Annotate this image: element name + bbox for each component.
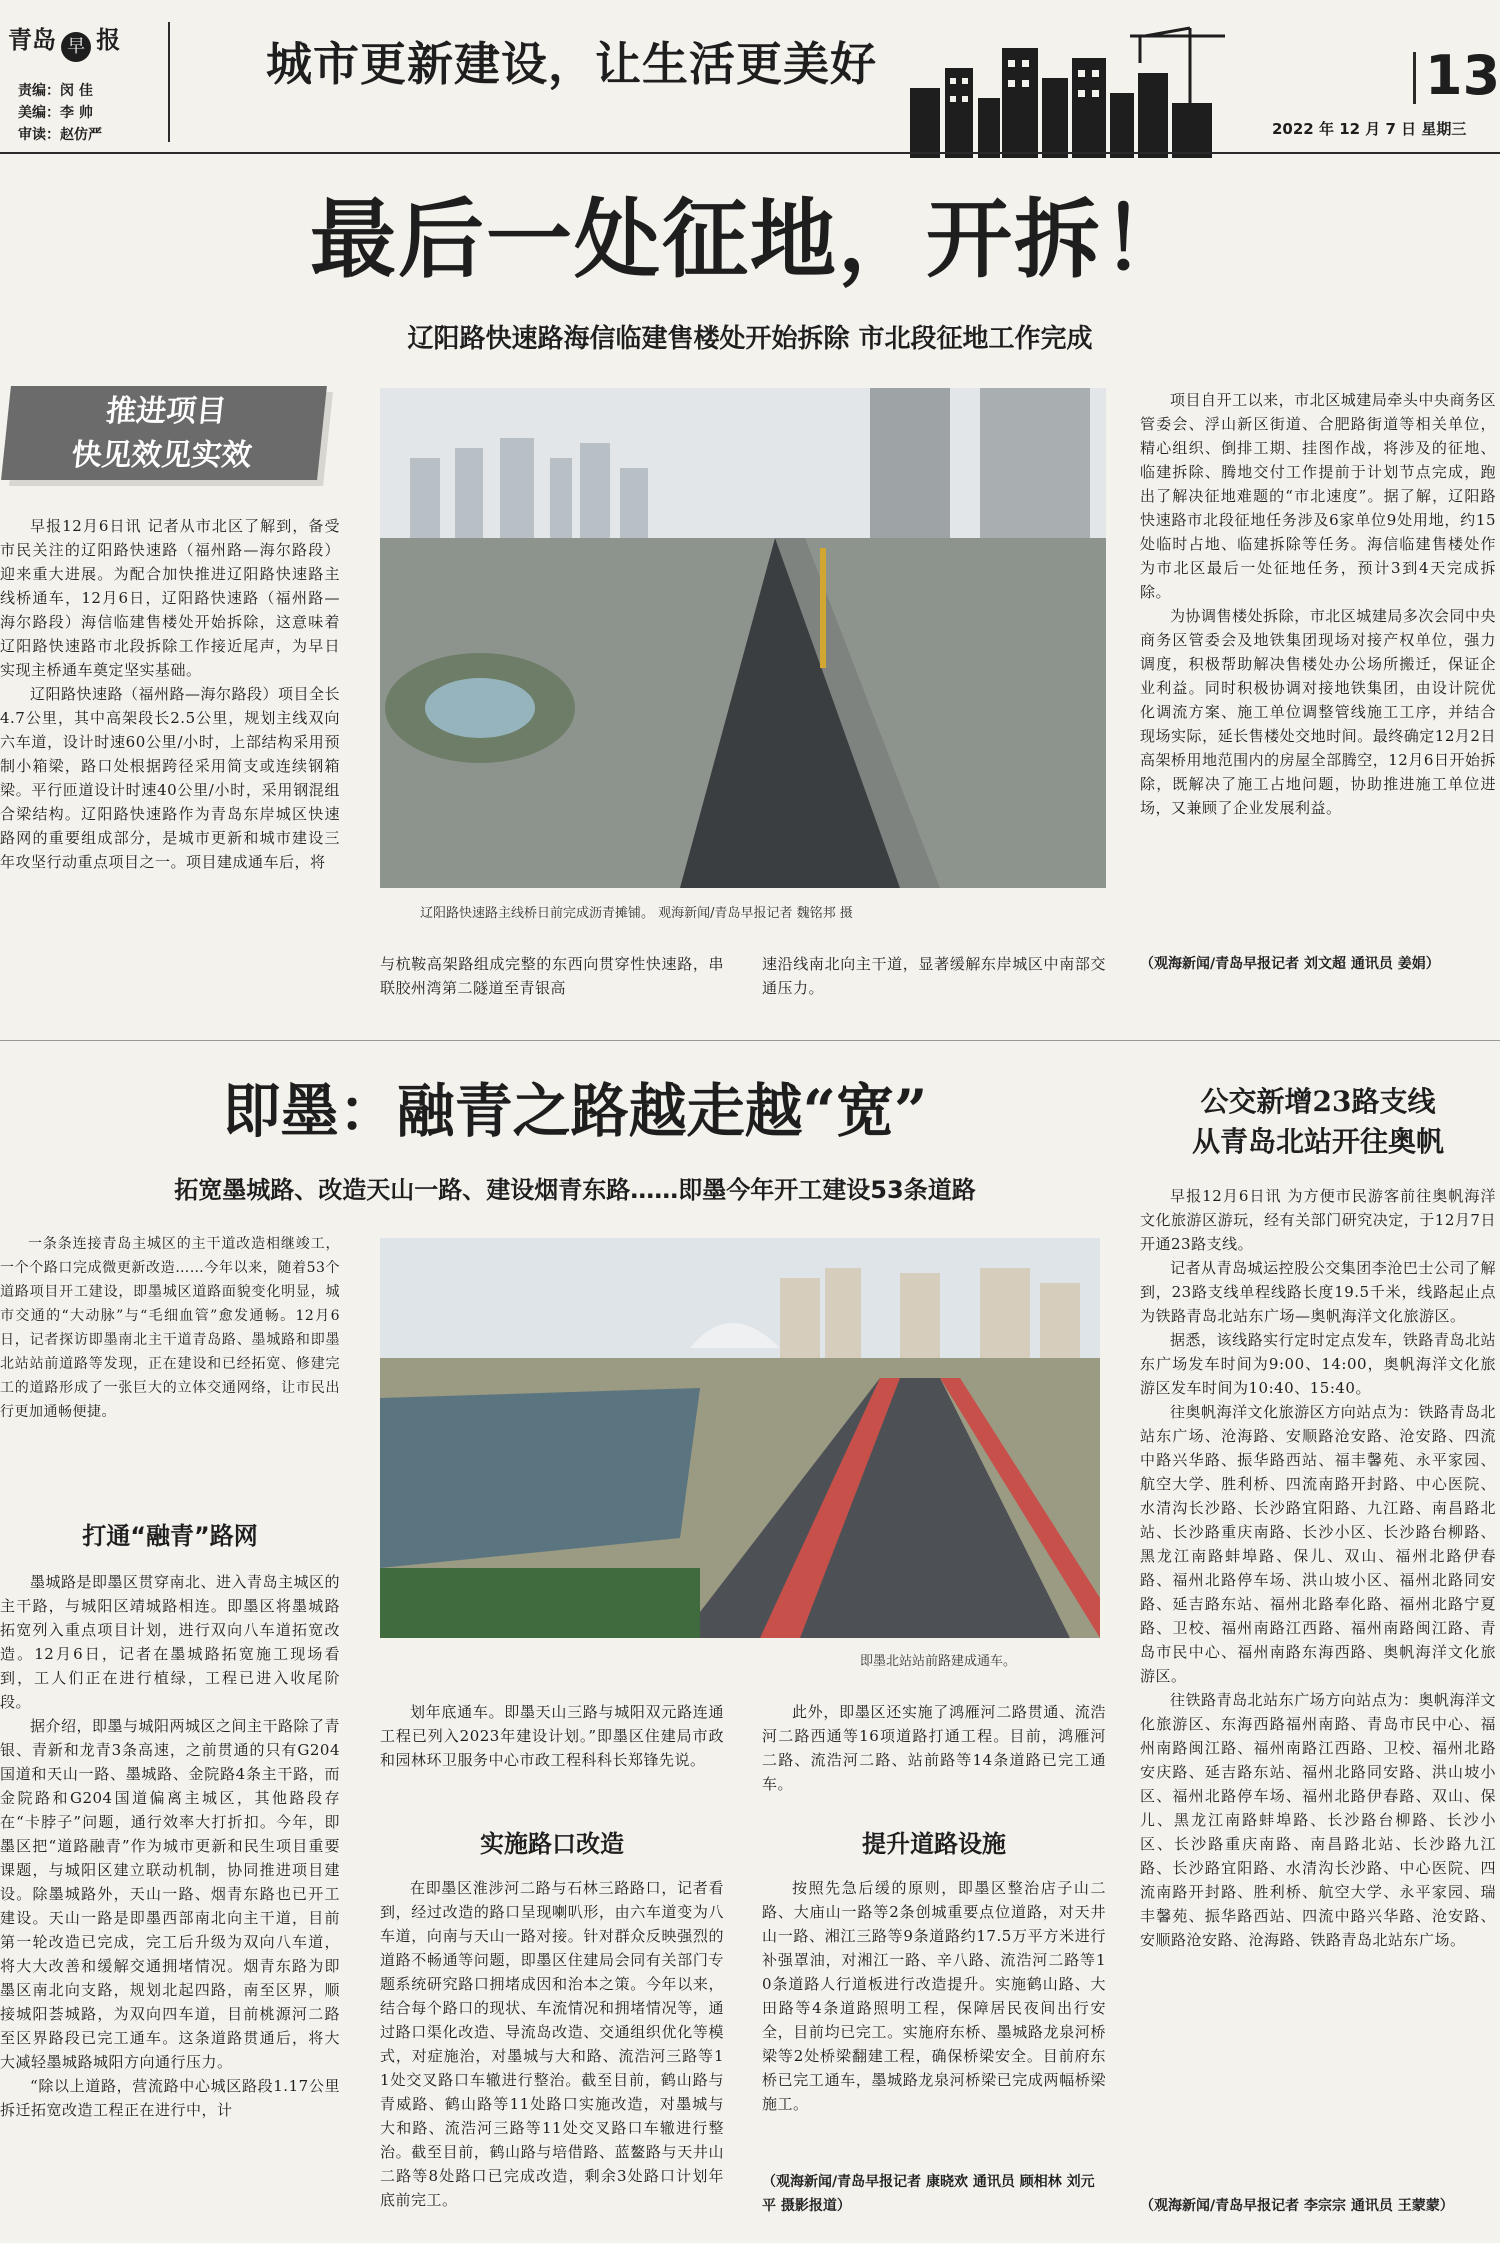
story1-col3b: 速沿线南北向主干道，显著缓解东岸城区中南部交通压力。 xyxy=(762,955,1106,997)
page-number: 13 xyxy=(1425,44,1500,107)
story2-photo xyxy=(380,1238,1100,1638)
story2-credit: （观海新闻/青岛早报记者 康晓欢 通讯员 顾相林 刘元平 摄影报道） xyxy=(762,2174,1095,2214)
skyline-illustration xyxy=(890,18,1230,158)
story1-subheadline: 辽阳路快速路海信临建售楼处开始拆除 市北段征地工作完成 xyxy=(407,324,1093,354)
masthead-name: 青岛 xyxy=(8,26,56,54)
story3-headline xyxy=(1140,1082,1496,1162)
story2-col2-p1: 划年底通车。即墨天山三路与城阳双元路连通工程已列入2023年建设计划。”即墨区住建局市政和园林环卫服务中心市政工程科科长郑锋先说。 xyxy=(380,1703,724,1769)
story2-col3-p1: 此外，即墨区还实施了鸿雁河二路贯通、流浩河二路西通等16项道路打通工程。目前，鸿雁河二路、流浩河二路、站前路等14条道路已完工通车。 xyxy=(762,1703,1106,1793)
story-divider xyxy=(0,1040,1500,1041)
story1-col1-p2: 辽阳路快速路（福州路—海尔路段）项目全长4.7公里，其中高架段长2.5公里，规划主线双向六车道，设计时速60公里/小时，上部结构采用预制小箱梁，路口处根据跨径采用简支或连续钢箱梁。平行匝道设计时速40公里/小时，采用钢混组合梁结构。辽阳路快速路作为青岛东岸城区快速路网的重要组成部分，是城市更新和城市建设三年攻坚行动重点项目之一。项目建成通车后，将 xyxy=(0,685,340,871)
story3-p4: 往奥帆海洋文化旅游区方向站点为：铁路青岛北站东广场、沧海路、安顺路沧安路、沧安路、四流中路兴华路、振华路西站、福丰馨苑、永平家园、航空大学、胜利桥、四流南路开封路、中心医院、水清沟长沙路、长沙路宜阳路、九江路、南昌路北站、长沙路重庆南路、长沙小区、长沙路台柳路、黑龙江南路蚌埠路、保儿、双山、福州北路伊春路、福州北路停车场、洪山坡小区、福州北路同安路、延吉路东站、福州北路奉化路、福州北路宁夏路、卫校、福州南路江西路、福州南路闽江路、青岛市民中心、福州南路东海西路、奥帆海洋文化旅游区。 xyxy=(1140,1403,1496,1685)
story1-photo-caption: 辽阳路快速路主线桥日前完成沥青摊铺。 观海新闻/青岛早报记者 魏铭邦 摄 xyxy=(420,906,853,921)
issue-date: 2022 年 12 月 7 日 星期三 xyxy=(1272,120,1467,138)
story2-section3-title: 提升道路设施 xyxy=(862,1830,1006,1858)
story3-body xyxy=(1140,1184,1496,2194)
story2-col2b xyxy=(380,1876,724,2240)
story1-col4 xyxy=(1140,388,1496,960)
story3-p3: 据悉，该线路实行定时定点发车，铁路青岛北站东广场发车时间为9:00、14:00，奥帆海洋文化旅游区发车时间为10:40、15:40。 xyxy=(1140,1331,1496,1397)
story2-intro: 一条条连接青岛主城区的主干道改造相继竣工，一个个路口完成微更新改造……今年以来，随着53个道路项目开工建设，即墨城区道路面貌变化明显，城市交通的“大动脉”与“毛细血管”愈发通畅。12月6日，记者探访即墨南北主干道青岛路、墨城路和即墨北站站前道路等发现，正在建设和已经拓宽、修建完工的道路形成了一张巨大的立体交通网络，让市民出行更加通畅便捷。 xyxy=(0,1236,340,1420)
story2-col3b xyxy=(762,1876,1106,2168)
story2-col3 xyxy=(762,1700,1106,1796)
banner-title: 城市更新建设，让生活更美好 xyxy=(266,37,877,91)
story2-subheadline: 拓宽墨城路、改造天山一路、建设烟青东路……即墨今年开工建设53条道路 xyxy=(174,1176,976,1204)
story2-col1 xyxy=(0,1570,340,2240)
story3-p2: 记者从青岛城运控股公交集团李沧巴士公司了解到，23路支线单程线路长度19.5千米，线路起止点为铁路青岛北站东广场—奥帆海洋文化旅游区。 xyxy=(1140,1259,1496,1325)
story2-headline: 即墨：融青之路越走越“宽” xyxy=(222,1077,928,1145)
story2-col1-p1: 墨城路是即墨区贯穿南北、进入青岛主城区的主干路，与城阳区靖城路相连。即墨区将墨城路拓宽列入重点项目计划，进行双向八车道拓宽改造。12月6日，记者在墨城路拓宽施工现场看到，工人们正在进行植绿，工程已进入收尾阶段。 xyxy=(0,1573,340,1711)
page-number-rule xyxy=(1413,52,1416,104)
story2-col2 xyxy=(380,1700,724,1772)
story3-headline-line2: 从青岛北站开往奥帆 xyxy=(1191,1125,1444,1158)
story1-tag xyxy=(1,386,327,480)
staff-reviewer: 审读：赵仿严 xyxy=(18,127,102,143)
story2-col1-p2: 据介绍，即墨与城阳两城区之间主干路除了青银、青新和龙青3条高速，之前贯通的只有G204国道和天山一路、墨城路、金院路4条主干路，而金院路和G204国道偏离主城区，其他路段存在“卡脖子”问题，通行效率大打折扣。今年，即墨区把“道路融青”作为城市更新和民生项目重要课题，与城阳区建立联动机制，协同推进项目建设。除墨城路外，天山一路、烟青东路也已开工建设。天山一路是即墨西部南北向主干道，目前第一轮改造已完成，完工后升级为双向八车道，将大大改善和缓解交通拥堵情况。烟青东路为即墨区南北向支路，规划北起四路，南至区界，顺接城阳荟城路，为双向四车道，目前桃源河二路至区界路段已完工通车。这条道路贯通后，将大大减轻墨城路城阳方向通行压力。 xyxy=(0,1717,340,2071)
story1-col4-p1: 项目自开工以来，市北区城建局牵头中央商务区管委会、浮山新区街道、合肥路街道等相关单位，精心组织、倒排工期、挂图作战，将涉及的征地、临建拆除、腾地交付工作提前于计划节点完成，跑出了解决征地难题的“市北速度”。据了解，辽阳路快速路市北段征地任务涉及6家单位9处用地，约15处临时占地、临建拆除等任务。海信临建售楼处作为市北区最后一处征地任务，预计3到4天完成拆除。 xyxy=(1140,391,1496,601)
story1-col4-p2: 为协调售楼处拆除，市北区城建局多次会同中央商务区管委会及地铁集团现场对接产权单位，强力调度，积极帮助解决售楼处办公场所搬迁，保证企业利益。同时积极协调对接地铁集团，由设计院优化调流方案、施工单位调整管线施工工序，并结合现场实际，延长售楼处交地时间。最终确定12月2日高架桥用地范围内的房屋全部腾空，12月6日开始拆除，既解决了施工占地问题，协助推进施工单位进场，又兼顾了企业发展利益。 xyxy=(1140,607,1496,817)
story1-col2b: 与杭鞍高架路组成完整的东西向贯穿性快速路，串联胶州湾第二隧道至青银高 xyxy=(380,955,724,997)
story2-col2b-p1: 在即墨区淮涉河二路与石林三路路口，记者看到，经过改造的路口呈现喇叭形，由六车道变为八车道，向南与天山一路对接。针对群众反映强烈的道路不畅通等问题，即墨区住建局会同有关部门专题系统研究路口拥堵成因和治本之策。今年以来，结合每个路口的现状、车流情况和拥堵情况等，通过路口渠化改造、导流岛改造、交通组织优化等模式，对症施治，对墨城与大和路、流浩河三路等11处交叉路口车辙进行整治。截至目前，鹤山路与青威路、鹤山路等11处路口实施改造，对墨城与大和路、流浩河三路等11处交叉路口车辙进行整治。截至目前，鹤山路与培借路、蓝鳌路与天井山二路等8处路口已完成改造，剩余3处路口计划年底前完工。 xyxy=(380,1879,724,2209)
story3-credit: （观海新闻/青岛早报记者 李宗宗 通讯员 王蒙蒙） xyxy=(1140,2198,1454,2214)
story1-tag-line2: 快见效见实效 xyxy=(69,438,254,473)
masthead-logo-icon: 早 xyxy=(61,32,91,62)
story1-photo xyxy=(380,388,1106,888)
header-rule-vertical xyxy=(168,22,170,142)
masthead xyxy=(8,20,168,60)
staff-editor: 责编：闵 佳 xyxy=(18,83,93,99)
story2-section1-title: 打通“融青”路网 xyxy=(82,1522,258,1550)
story1-tag-line1: 推进项目 xyxy=(104,394,229,429)
story3-headline-line1: 公交新增23路支线 xyxy=(1200,1085,1436,1118)
story2-col3b-p1: 按照先急后缓的原则，即墨区整治店子山二路、大庙山一路等2条创城重要点位道路，对天井山一路、湘江三路等9条道路约17.5万平方米进行补强罩油，对湘江一路、辛八路、流浩河二路等10条道路人行道板进行改造提升。实施鹤山路、大田路等4条道路照明工程，保障居民夜间出行安全，目前均已完工。实施府东桥、墨城路龙泉河桥梁等2处桥梁翻建工程，确保桥梁安全。目前府东桥已完工通车，墨城路龙泉河桥梁已完成两幅桥梁施工。 xyxy=(762,1879,1106,2113)
story3-p1: 早报12月6日讯 为方便市民游客前往奥帆海洋文化旅游区游玩，经有关部门研究决定，于12月7日开通23路支线。 xyxy=(1140,1187,1496,1253)
story1-headline: 最后一处征地，开拆！ xyxy=(310,189,1190,290)
story1-credit: （观海新闻/青岛早报记者 刘文超 通讯员 姜娟） xyxy=(1140,956,1440,972)
story2-col1-p3: “除以上道路，营流路中心城区路段1.17公里拆迁拓宽改造工程正在进行中，计 xyxy=(0,2077,340,2119)
story3-p5: 往铁路青岛北站东广场方向站点为：奥帆海洋文化旅游区、东海西路福州南路、青岛市民中心、福州南路闽江路、福州南路江西路、卫校、福州北路安庆路、延吉路东站、福州北路同安路、洪山坡小区、福州北路停车场、福州北路伊春路、双山、保儿、黑龙江南路蚌埠路、长沙路台柳路、长沙小区、长沙路重庆南路、南昌路北站、长沙路九江路、长沙路宜阳路、水清沟长沙路、中心医院、四流南路开封路、胜利桥、航空大学、永平家园、瑞丰馨苑、振华路西站、四流中路兴华路、沧安路、安顺路沧安路、沧海路、铁路青岛北站东广场。 xyxy=(1140,1691,1496,1949)
header-bottom-rule xyxy=(0,152,1500,154)
staff-list xyxy=(18,80,102,146)
story2-section2-title: 实施路口改造 xyxy=(480,1830,624,1858)
story1-col1-p1: 早报12月6日讯 记者从市北区了解到，备受市民关注的辽阳路快速路（福州路—海尔路段）迎来重大进展。为配合加快推进辽阳路快速路主线桥通车，12月6日，辽阳路快速路（福州路—海尔路段）海信临建售楼处开始拆除，这意味着辽阳路快速路市北段拆除工作接近尾声，为早日实现主桥通车奠定坚实基础。 xyxy=(0,517,340,679)
masthead-suffix: 报 xyxy=(96,26,121,54)
story2-photo-caption: 即墨北站站前路建成通车。 xyxy=(860,1654,1017,1669)
story1-col1 xyxy=(0,514,340,1004)
staff-designer: 美编：李 帅 xyxy=(18,105,93,121)
